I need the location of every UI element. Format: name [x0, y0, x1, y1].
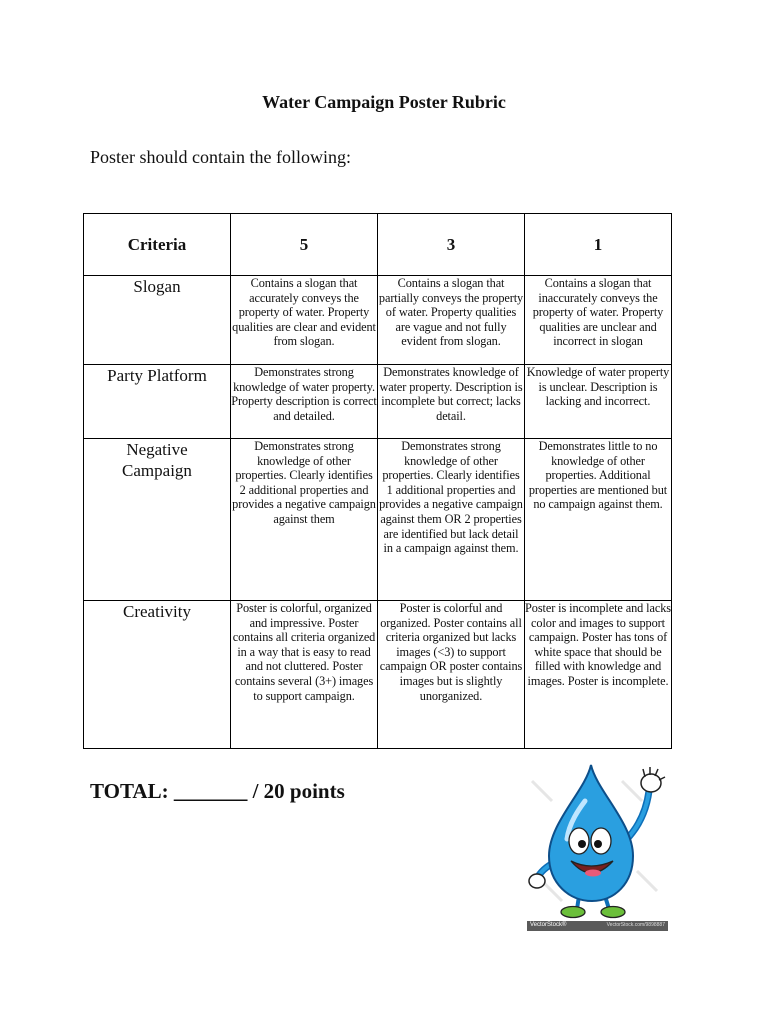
table-cell: Knowledge of water property is unclear. Description is lacking and incorrect.	[525, 365, 672, 439]
table-cell: Poster is incomplete and lacks color and images to support campaign. Poster has tons of white space that should be filled with knowledge and images. Poster is incomplete.	[525, 601, 672, 749]
table-cell: Demonstrates little to no knowledge of other properties. Additional properties are mentioned but no campaign against them.	[525, 439, 672, 601]
header-score-3: 3	[378, 214, 525, 276]
criterion-label: Party Platform	[84, 365, 231, 439]
intro-text: Poster should contain the following:	[90, 147, 351, 167]
mascot-illustration	[527, 761, 668, 921]
table-cell: Contains a slogan that accurately conveys the property of water. Property qualities are clear and evident from slogan.	[231, 276, 378, 365]
table-row	[84, 365, 672, 439]
header-score-1: 1	[525, 214, 672, 276]
table-cell: Demonstrates strong knowledge of other properties. Clearly identifies 1 additional properties and provides a negative campaign against them OR 2 properties are identified but lack detail in a campaign against them.	[378, 439, 525, 601]
table-row	[84, 601, 672, 749]
table-row	[84, 439, 672, 601]
total-points: TOTAL: _______ / 20 points	[90, 779, 345, 803]
criterion-label: Creativity	[84, 601, 231, 749]
criterion-label: Negative Campaign	[84, 439, 231, 601]
header-score-5: 5	[231, 214, 378, 276]
criterion-label: Slogan	[84, 276, 231, 365]
rubric-table	[83, 213, 672, 749]
table-cell: Demonstrates strong knowledge of other properties. Clearly identifies 2 additional properties and provides a negative campaign against them	[231, 439, 378, 601]
page-title: Water Campaign Poster Rubric	[262, 92, 506, 112]
header-criteria: Criteria	[84, 214, 231, 276]
table-cell: Contains a slogan that inaccurately conveys the property of water. Property qualities are unclear and incorrect in slogan	[525, 276, 672, 365]
water-drop-mascot-icon	[527, 761, 668, 931]
table-cell: Poster is colorful and organized. Poster contains all criteria organized but lacks images (<3) to support campaign OR poster contains images but is slightly unorganized.	[378, 601, 525, 749]
table-cell: Poster is colorful, organized and impressive. Poster contains all criteria organized in a way that is easy to read and not cluttered. Poster contains several (3+) images to support campaign.	[231, 601, 378, 749]
table-cell: Contains a slogan that partially conveys the property of water. Property qualities are vague and not fully evident from slogan.	[378, 276, 525, 365]
stock-id-text: VectorStock.com/9898887	[606, 922, 665, 928]
table-cell: Demonstrates knowledge of water property. Description is incomplete but correct; lacks detail.	[378, 365, 525, 439]
table-row	[84, 276, 672, 365]
stock-brand-text: VectorStock®	[530, 922, 567, 928]
table-cell: Demonstrates strong knowledge of water property. Property description is correct and detailed.	[231, 365, 378, 439]
glove-hand	[641, 767, 665, 792]
header-row	[84, 214, 672, 276]
